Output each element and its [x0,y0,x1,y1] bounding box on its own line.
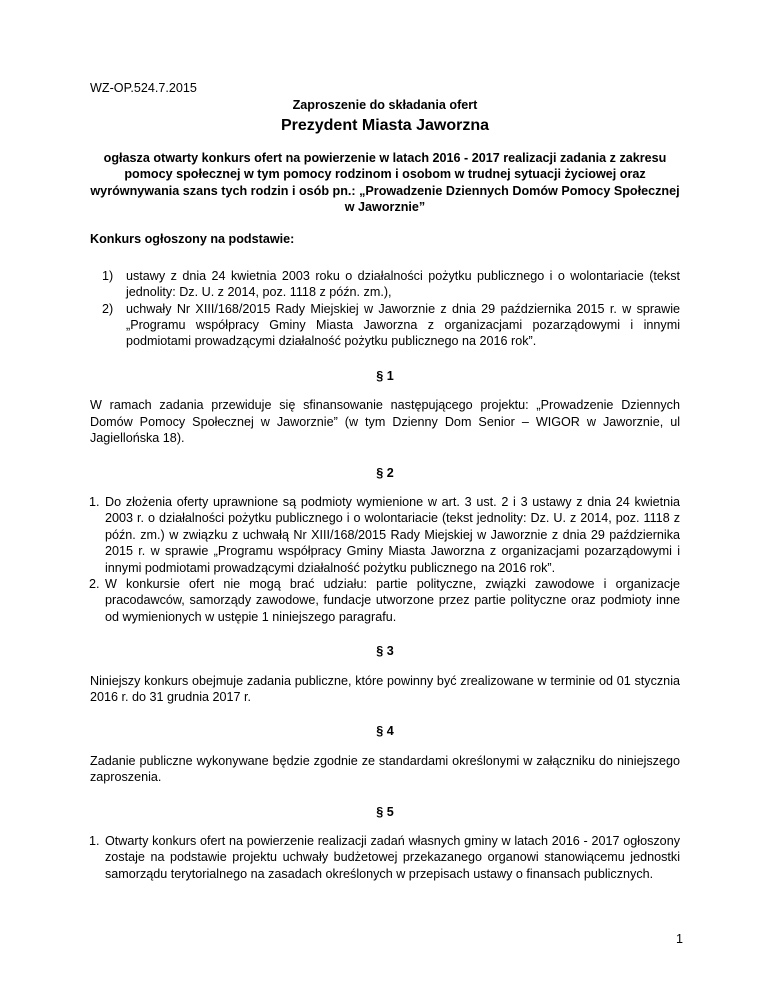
section-4-text: Zadanie publiczne wykonywane będzie zgodnie ze standardami określonymi w załączniku do niniejszego zaproszenia. [90,753,680,785]
list-item-number: 1. [89,494,100,509]
reference-number: WZ-OP.524.7.2015 [90,81,197,95]
announcement-intro: ogłasza otwarty konkurs ofert na powierzenie w latach 2016 - 2017 realizacji zadania z zakresu pomocy społecznej w tym pomocy rodzinom i osobom w trudnej sytuacji życiowej oraz wyrównywania szans tych rodzin i osób pn.: „Prowadzenie Dziennych Domów Pomocy Społecznej w Jaworznie” [90,150,680,215]
section-1-sign: § 1 [376,368,394,383]
section-1-text: W ramach zadania przewiduje się sfinansowanie następującego projektu: „Prowadzenie Dziennych Domów Pomocy Społecznej w Jaworznie” (w tym Dzienny Dom Senior – WIGOR w Jaworznie, ul Jagiellońska 18). [90,398,680,446]
list-item-text: ustawy z dnia 24 kwietnia 2003 roku o działalności pożytku publicznego i o wolontariacie (tekst jednolity: Dz. U. z 2014, poz. 1118 z późn. zm.), [126,268,680,300]
legal-basis-title: Konkurs ogłoszony na podstawie: [90,232,295,247]
page-number: 1 [675,932,683,946]
list-item-text: Otwarty konkurs ofert na powierzenie realizacji zadań własnych gminy w latach 2016 - 2017 ogłoszony zostaje na podstawie projektu uchwały budżetowej przekazanego organowi stanowiącemu jednostki samorządu terytorialnego na zasadach określonych w przepisach ustawy o finansach publicznych. [105,834,680,881]
list-item-number: 2) [102,301,114,316]
section-3-text: Niniejszy konkurs obejmuje zadania publiczne, które powinny być zrealizowane w terminie od 01 stycznia 2016 r. do 31 grudnia 2017 r. [90,673,680,704]
legal-basis-list [90,268,680,350]
list-item [90,833,680,882]
list-item-number: 1. [89,834,100,848]
list-item-text: W konkursie ofert nie mogą brać udziału: partie polityczne, związki zawodowe i organizacje pracodawców, samorządy zawodowe, fundacje utworzone przez partie polityczne oraz podmioty inne od wymienionych w ustępie 1 niniejszego paragrafu. [105,576,680,624]
section-5-sign: § 5 [376,804,394,819]
list-item [90,268,680,301]
section-2-sign: § 2 [376,465,394,480]
list-item-number: 2. [89,576,100,591]
section-3-sign: § 3 [376,644,394,659]
section-2-list [90,494,680,625]
section-4-sign: § 4 [376,724,394,739]
list-item-text: uchwały Nr XIII/168/2015 Rady Miejskiej w Jaworznie z dnia 29 października 2015 r. w sprawie „Programu współpracy Gminy Miasta Jaworzna z organizacjami pozarządowymi i innymi podmiotami prowadzącymi działalność pożytku publicznego na 2016 rok”. [126,301,680,349]
list-item [90,576,680,625]
president-heading: Prezydent Miasta Jaworzna [280,116,490,134]
list-item [90,494,680,576]
section-5-list [90,833,680,882]
invitation-heading: Zaproszenie do składania ofert [292,98,478,113]
list-item-text: Do złożenia oferty uprawnione są podmioty wymienione w art. 3 ust. 2 i 3 ustawy z dnia 24 kwietnia 2003 r. o działalności pożytku publicznego i o wolontariacie (tekst jednolity: Dz. U. z 2014, poz. 1118 z późn. zm.) w związku z uchwałą Nr XIII/168/2015 Rady Miejskiej w Jaworznie z dnia 29 października 2015 r. w sprawie „Programu współpracy Gminy Miasta Jaworzna z organizacjami pozarządowymi i innymi podmiotami prowadzącymi działalność pożytku publicznego na 2016 rok”. [105,494,680,575]
list-item-number: 1) [102,268,114,283]
list-item [90,301,680,350]
